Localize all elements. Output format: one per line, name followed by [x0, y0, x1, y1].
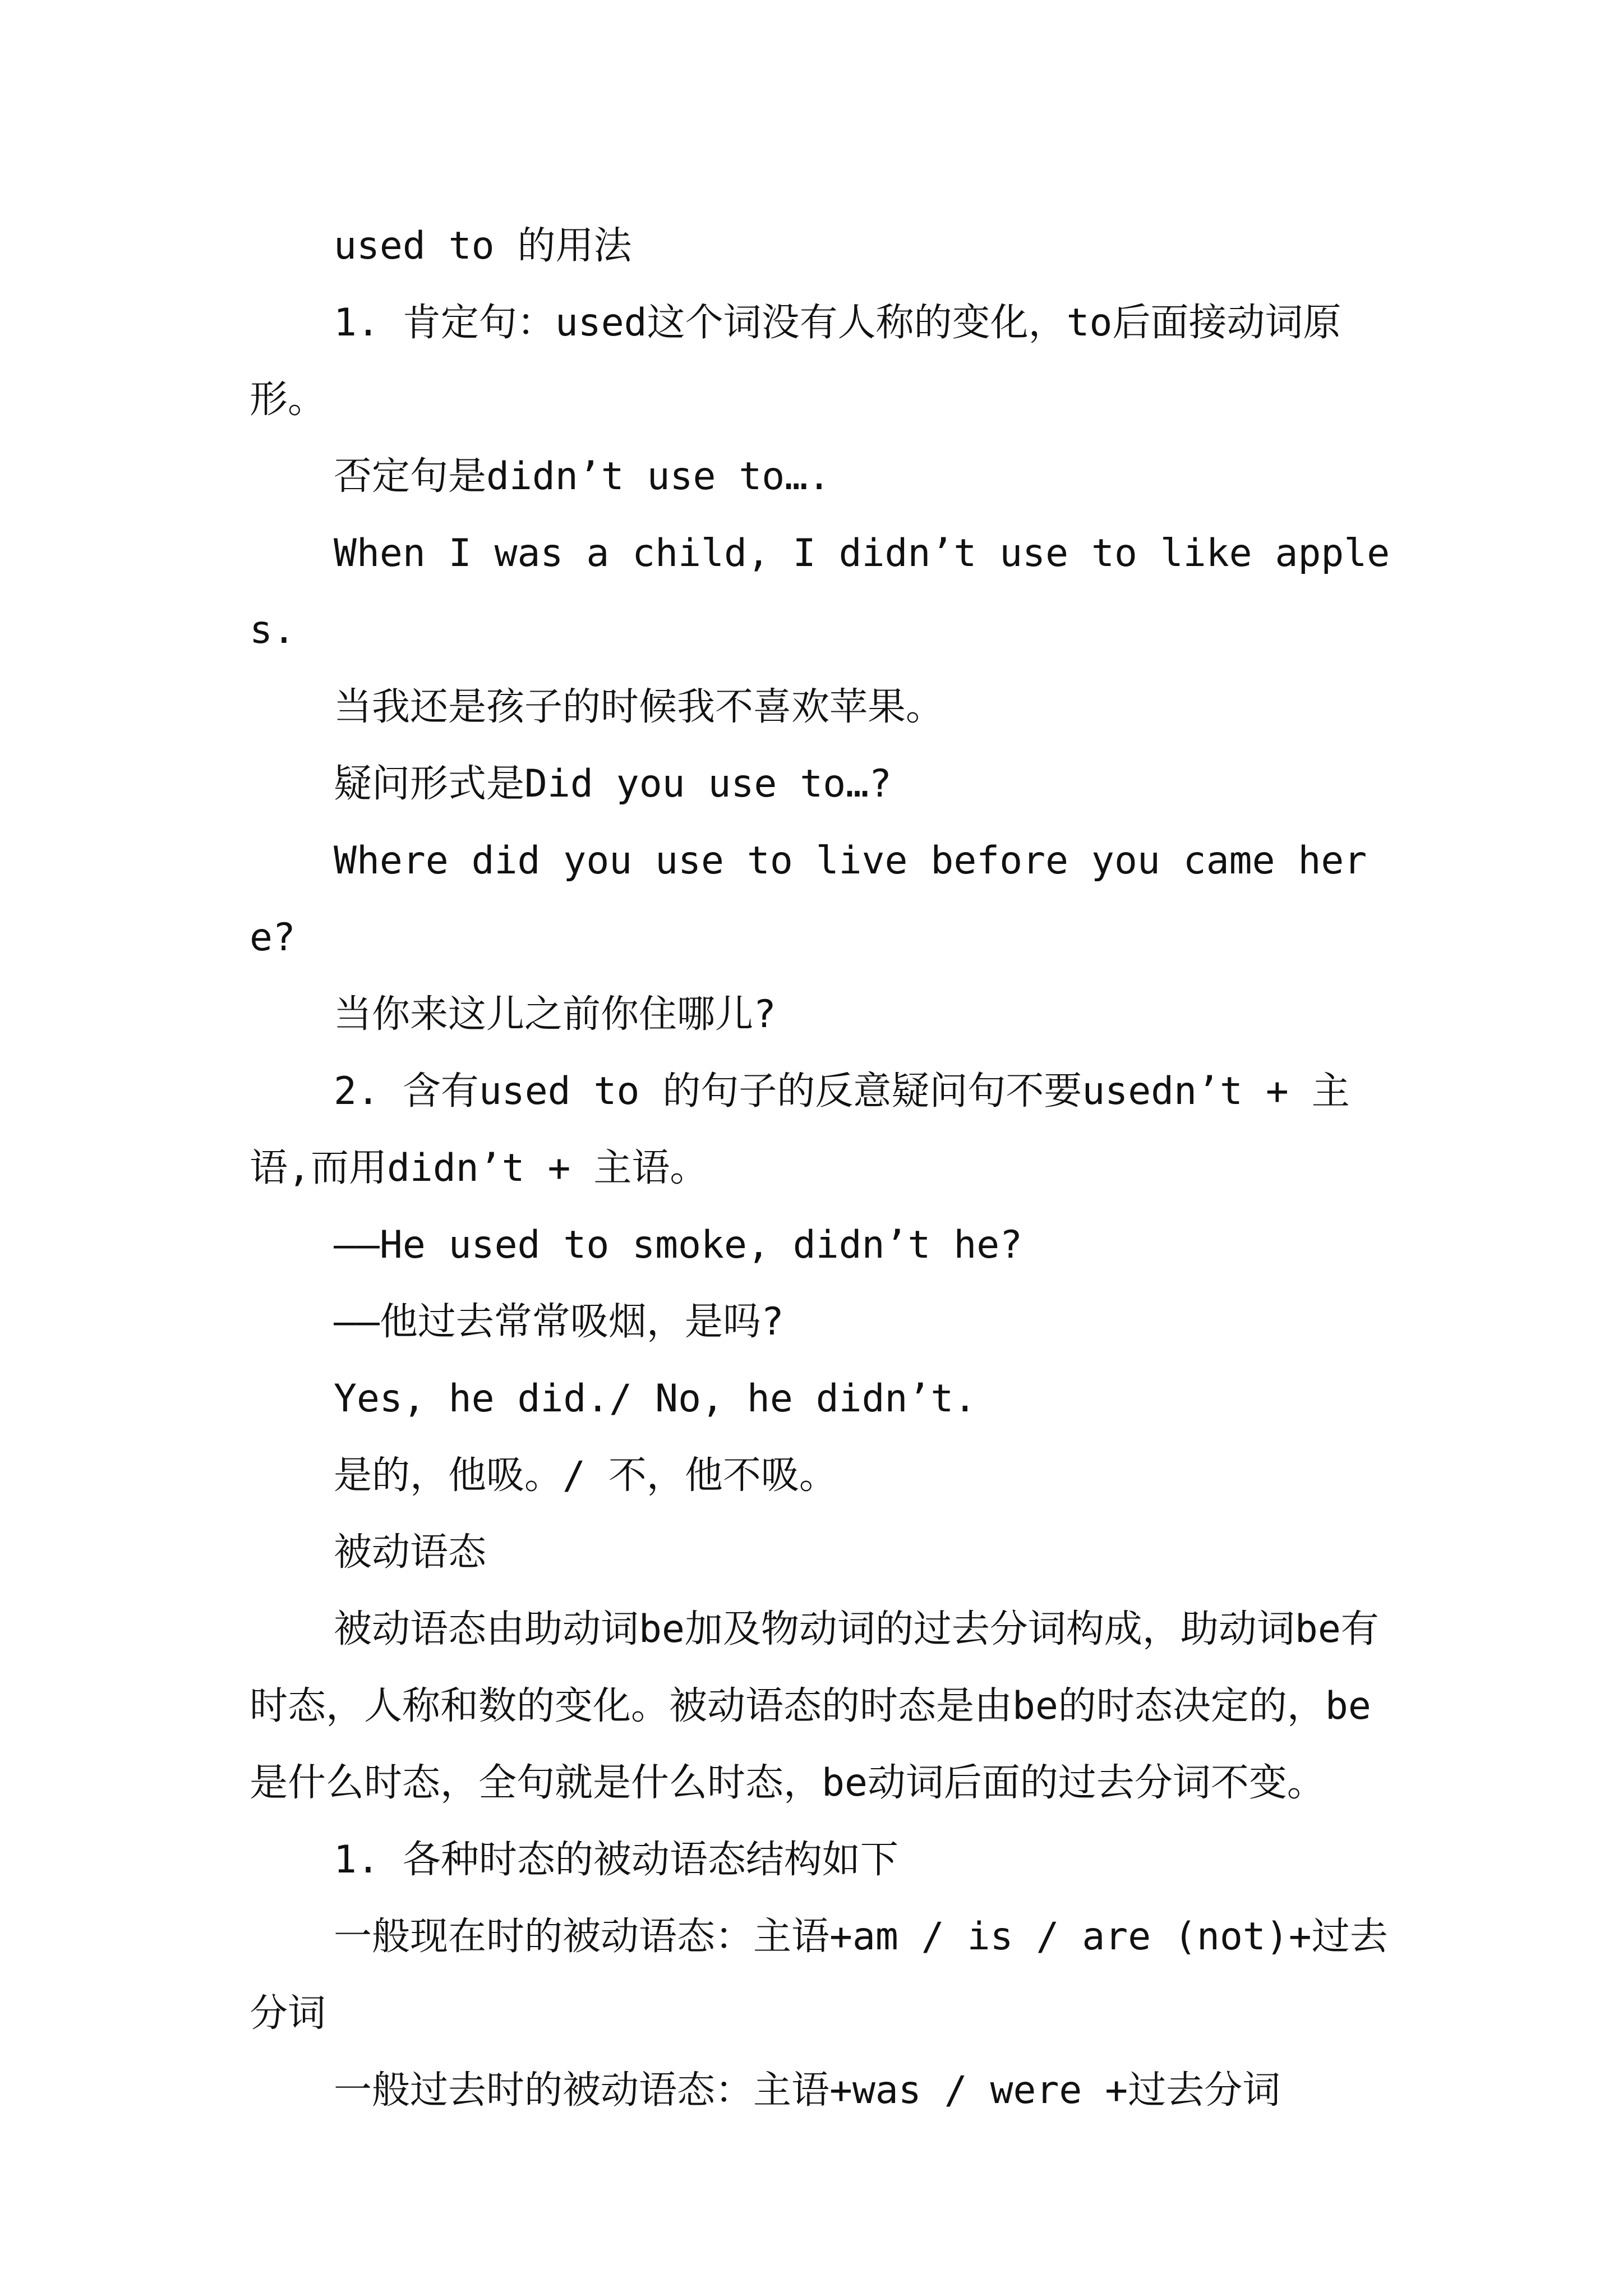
- example-answer-en: Yes, he did./ No, he didn’t.: [334, 1377, 977, 1421]
- example-negative-zh: 当我还是孩子的时候我不喜欢苹果。: [334, 685, 944, 729]
- heading-passive-voice: 被动语态: [334, 1530, 487, 1575]
- example-negative-en: When I was a child, I didn’t use to like apples.: [250, 531, 1390, 652]
- paragraph-negative-form: 否定句是didn’t use to….: [334, 454, 831, 499]
- paragraph-question-form: 疑问形式是Did you use to…?: [334, 762, 892, 806]
- example-tag-question-en: ——He used to smoke, didn’t he?: [334, 1223, 1023, 1267]
- example-tag-question-zh: ——他过去常常吸烟，是吗?: [334, 1300, 784, 1344]
- document-body: [250, 208, 1391, 2129]
- heading-used-to: used to 的用法: [334, 224, 632, 268]
- example-answer-zh: 是的，他吸。/ 不，他不吸。: [334, 1453, 837, 1498]
- paragraph-simple-present-passive: 一般现在时的被动语态：主语+am / is / are (not)+过去分词: [250, 1915, 1388, 2036]
- paragraph-passive-structures: 1. 各种时态的被动语态结构如下: [334, 1838, 898, 1882]
- paragraph-tag-question-rule: 2. 含有used to 的句子的反意疑问句不要usedn’t + 主语,而用didn’t + 主语。: [250, 1069, 1350, 1190]
- example-question-zh: 当你来这儿之前你住哪儿?: [334, 992, 776, 1037]
- paragraph-affirmative-rule: 1. 肯定句：used这个词没有人称的变化，to后面接动词原形。: [250, 301, 1341, 422]
- paragraph-passive-definition: 被动语态由助动词be加及物动词的过去分词构成，助动词be有时态，人称和数的变化。被动语态的时态是由be的时态决定的，be是什么时态，全句就是什么时态，be动词后面的过去分词不变。: [250, 1607, 1379, 1805]
- paragraph-simple-past-passive: 一般过去时的被动语态：主语+was / were +过去分词: [334, 2068, 1281, 2113]
- example-question-en: Where did you use to live before you came here?: [250, 839, 1367, 960]
